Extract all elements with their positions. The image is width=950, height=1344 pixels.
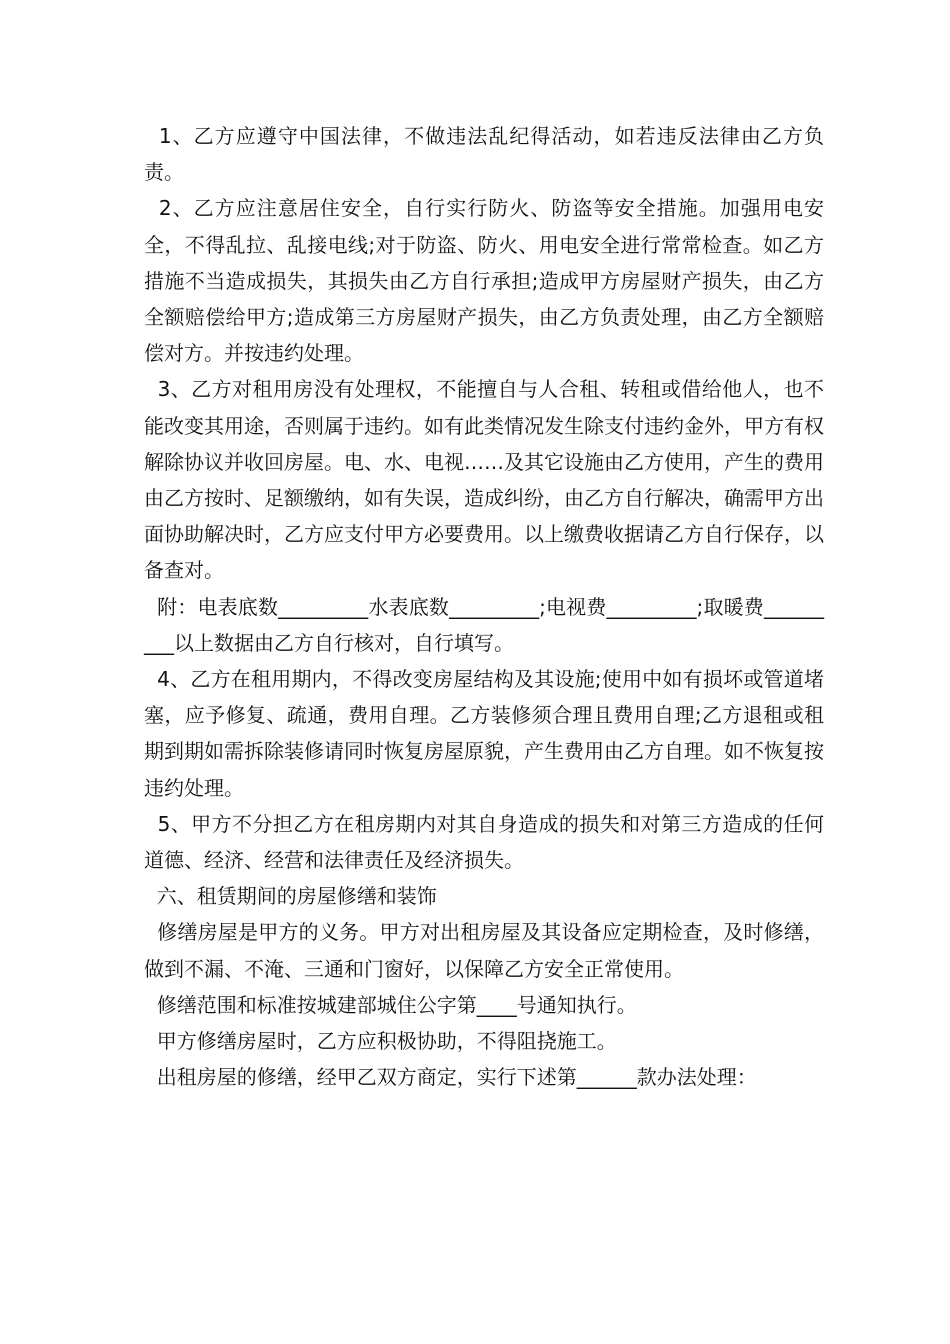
clause-3-paragraph: 3、乙方对租用房没有处理权，不能擅自与人合租、转租或借给他人，也不能改变其用途，否则属于违约。如有此类情况发生除支付违约金外，甲方有权解除协议并收回房屋。电、水、电视……及其它设施由乙方使用，产生的费用由乙方按时、足额缴纳，如有失误，造成纠纷，由乙方自行解决，确需甲方出面协助解决时，乙方应支付甲方必要费用。以上缴费收据请乙方自行保存，以备查对。 — [144, 377, 824, 583]
clause-2-paragraph: 2、乙方应注意居住安全，自行实行防火、防盗等安全措施。加强用电安全，不得乱拉、乱接电线;对于防盗、防火、用电安全进行常常检查。如乙方措施不当造成损失，其损失由乙方自行承担;造成甲方房屋财产损失，由乙方全额赔偿给甲方;造成第三方房屋财产损失，由乙方负责处理，由乙方全额赔偿对方。并按违约处理。 — [144, 196, 824, 366]
repair-cooperation-paragraph: 甲方修缮房屋时，乙方应积极协助，不得阻挠施工。 — [144, 1029, 617, 1054]
document-body — [144, 118, 824, 1095]
clause-4-paragraph: 4、乙方在租用期内，不得改变房屋结构及其设施;使用中如有损坏或管道堵塞，应予修复、疏通，费用自理。乙方装修须合理且费用自理;乙方退租或租期到期如需拆除装修请同时恢复房屋原貌，产生费用由乙方自理。如不恢复按违约处理。 — [144, 667, 825, 800]
repair-standard-paragraph: 修缮范围和标准按城建部城住公字第____号通知执行。 — [144, 992, 637, 1017]
repair-obligation-paragraph: 修缮房屋是甲方的义务。甲方对出租房屋及其设备应定期检查，及时修缮，做到不漏、不淹、三通和门窗好，以保障乙方安全正常使用。 — [144, 920, 825, 981]
clause-1-paragraph: 1、乙方应遵守中国法律，不做违法乱纪得活动，如若违反法律由乙方负责。 — [144, 124, 824, 185]
repair-method-paragraph: 出租房屋的修缮，经甲乙双方商定，实行下述第______款办法处理： — [144, 1065, 757, 1090]
meter-readings-paragraph: 附：电表底数_________水表底数_________;电视费_________;取暖费_________以上数据由乙方自行核对，自行填写。 — [144, 594, 824, 655]
section-6-heading: 六、租赁期间的房屋修缮和装饰 — [144, 884, 437, 909]
clause-5-paragraph: 5、甲方不分担乙方在租房期内对其自身造成的损失和对第三方造成的任何道德、经济、经营和法律责任及经济损失。 — [144, 811, 824, 873]
